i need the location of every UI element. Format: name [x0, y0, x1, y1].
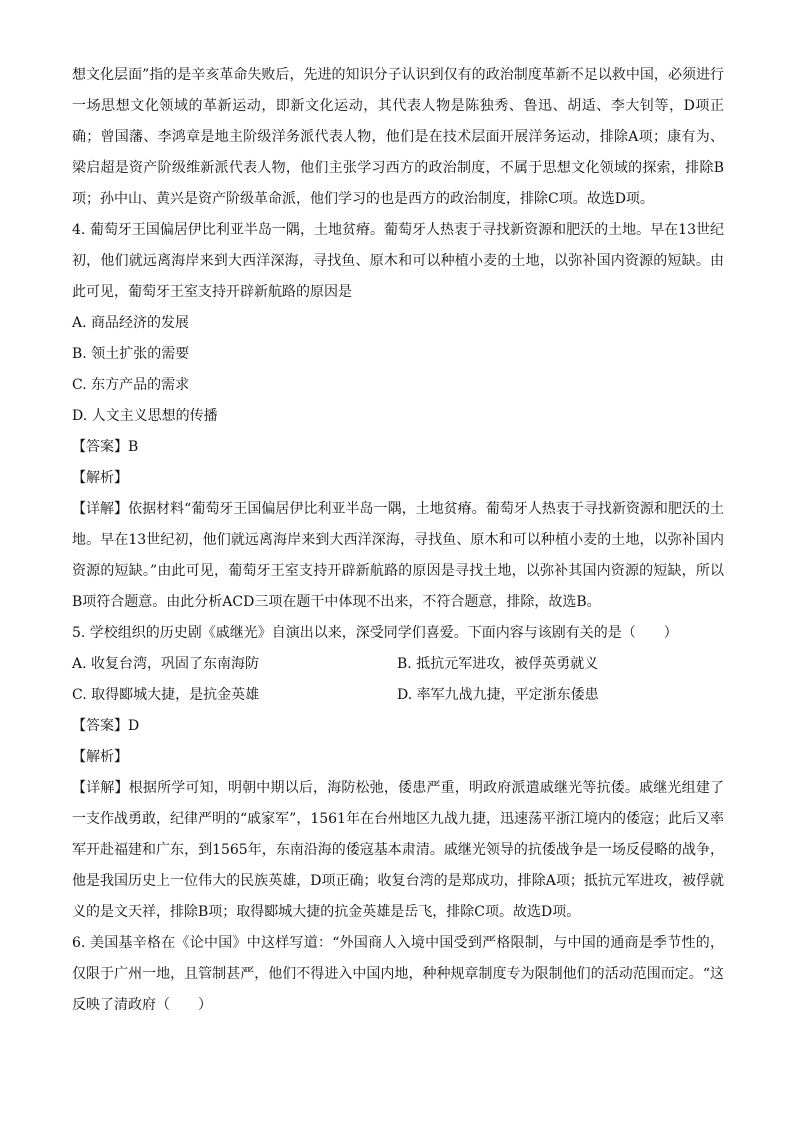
q4-stem: 4. 葡萄牙王国偏居伊比利亚半岛一隅，土地贫瘠。葡萄牙人热衷于寻找新资源和肥沃的土地。早在13世纪初，他们就远离海岸来到大西洋深海，寻找鱼、原木和可以种植小麦的土地，以弥补国内资源的短缺。由此可见，葡萄牙王室支持开辟新航路的原因是 — [72, 222, 724, 300]
q5-options-row-1 — [72, 649, 724, 680]
q5-option-a: A. 收复台湾，巩固了东南海防 — [72, 656, 260, 672]
q5-option-b: B. 抵抗元军进攻，被俘英勇就义 — [397, 656, 599, 672]
q4-option-a: A. 商品经济的发展 — [72, 315, 190, 331]
q6-stem: 6. 美国基辛格在《论中国》中这样写道：“外国商人入境中国受到严格限制，与中国的通商是季节性的，仅限于广州一地，且管制甚严，他们不得进入中国内地，种种规章制度专为限制他们的活动范围而定。“这反映了清政府（ ） — [72, 935, 724, 1013]
q5-option-d: D. 率军九战九捷，平定浙东倭患 — [397, 687, 599, 703]
q4-option-d: D. 人文主义思想的传播 — [72, 408, 218, 424]
q4-answer: 【答案】B — [72, 439, 139, 455]
q5-answer: 【答案】D — [72, 718, 140, 734]
q3-explanation-tail: 想文化层面”指的是辛亥革命失败后，先进的知识分子认识到仅有的政治制度革新不足以救中国，必须进行一场思想文化领域的革新运动，即新文化运动，其代表人物是陈独秀、鲁迅、胡适、李大钊等，D项正确；曾国藩、李鸿章是地主阶级洋务派代表人物，他们是在技术层面开展洋务运动，排除A项；康有为、梁启超是资产阶级维新派代表人物，他们主张学习西方的政治制度，不属于思想文化领域的探索，排除B项；孙中山、黄兴是资产阶级革命派，他们学习的也是西方的政治制度，排除C项。故选D项。 — [72, 67, 724, 207]
q5-detail: 【详解】根据所学可知，明朝中期以后，海防松弛，倭患严重，明政府派遣戚继光等抗倭。戚继光组建了一支作战勇敢，纪律严明的“戚家军”，1561年在台州地区九战九捷，迅速荡平浙江境内的倭寇；此后又率军开赴福建和广东，到1565年，东南沿海的倭寇基本肃清。戚继光领导的抗倭战争是一场反侵略的战争，他是我国历史上一位伟大的民族英雄，D项正确；收复台湾的是郑成功，排除A项；抵抗元军进攻，被俘就义的是文天祥，排除B项；取得郾城大捷的抗金英雄是岳飞，排除C项。故选D项。 — [72, 780, 724, 920]
q4-option-c: C. 东方产品的需求 — [72, 377, 190, 393]
q5-option-c: C. 取得郾城大捷，是抗金英雄 — [72, 687, 260, 703]
q4-option-b: B. 领土扩张的需要 — [72, 346, 190, 362]
q4-detail: 【详解】依据材料“葡萄牙王国偏居伊比利亚半岛一隅，土地贫瘠。葡萄牙人热衷于寻找新资源和肥沃的土地。早在13世纪初，他们就远离海岸来到大西洋深海，寻找鱼、原木和可以种植小麦的土地，以弥补国内资源的短缺。”由此可见，葡萄牙王室支持开辟新航路的原因是寻找土地，以弥补其国内资源的短缺，所以B项符合题意。由此分析ACD三项在题干中体现不出来，不符合题意，排除，故选B。 — [72, 501, 724, 610]
q4-analysis-label: 【解析】 — [72, 470, 128, 486]
q5-options-row-2 — [72, 680, 724, 711]
q5-stem: 5. 学校组织的历史剧《戚继光》自演出以来，深受同学们喜爱。下面内容与该剧有关的是（ ） — [72, 625, 678, 641]
document-page — [72, 60, 724, 1021]
q5-analysis-label: 【解析】 — [72, 749, 128, 765]
